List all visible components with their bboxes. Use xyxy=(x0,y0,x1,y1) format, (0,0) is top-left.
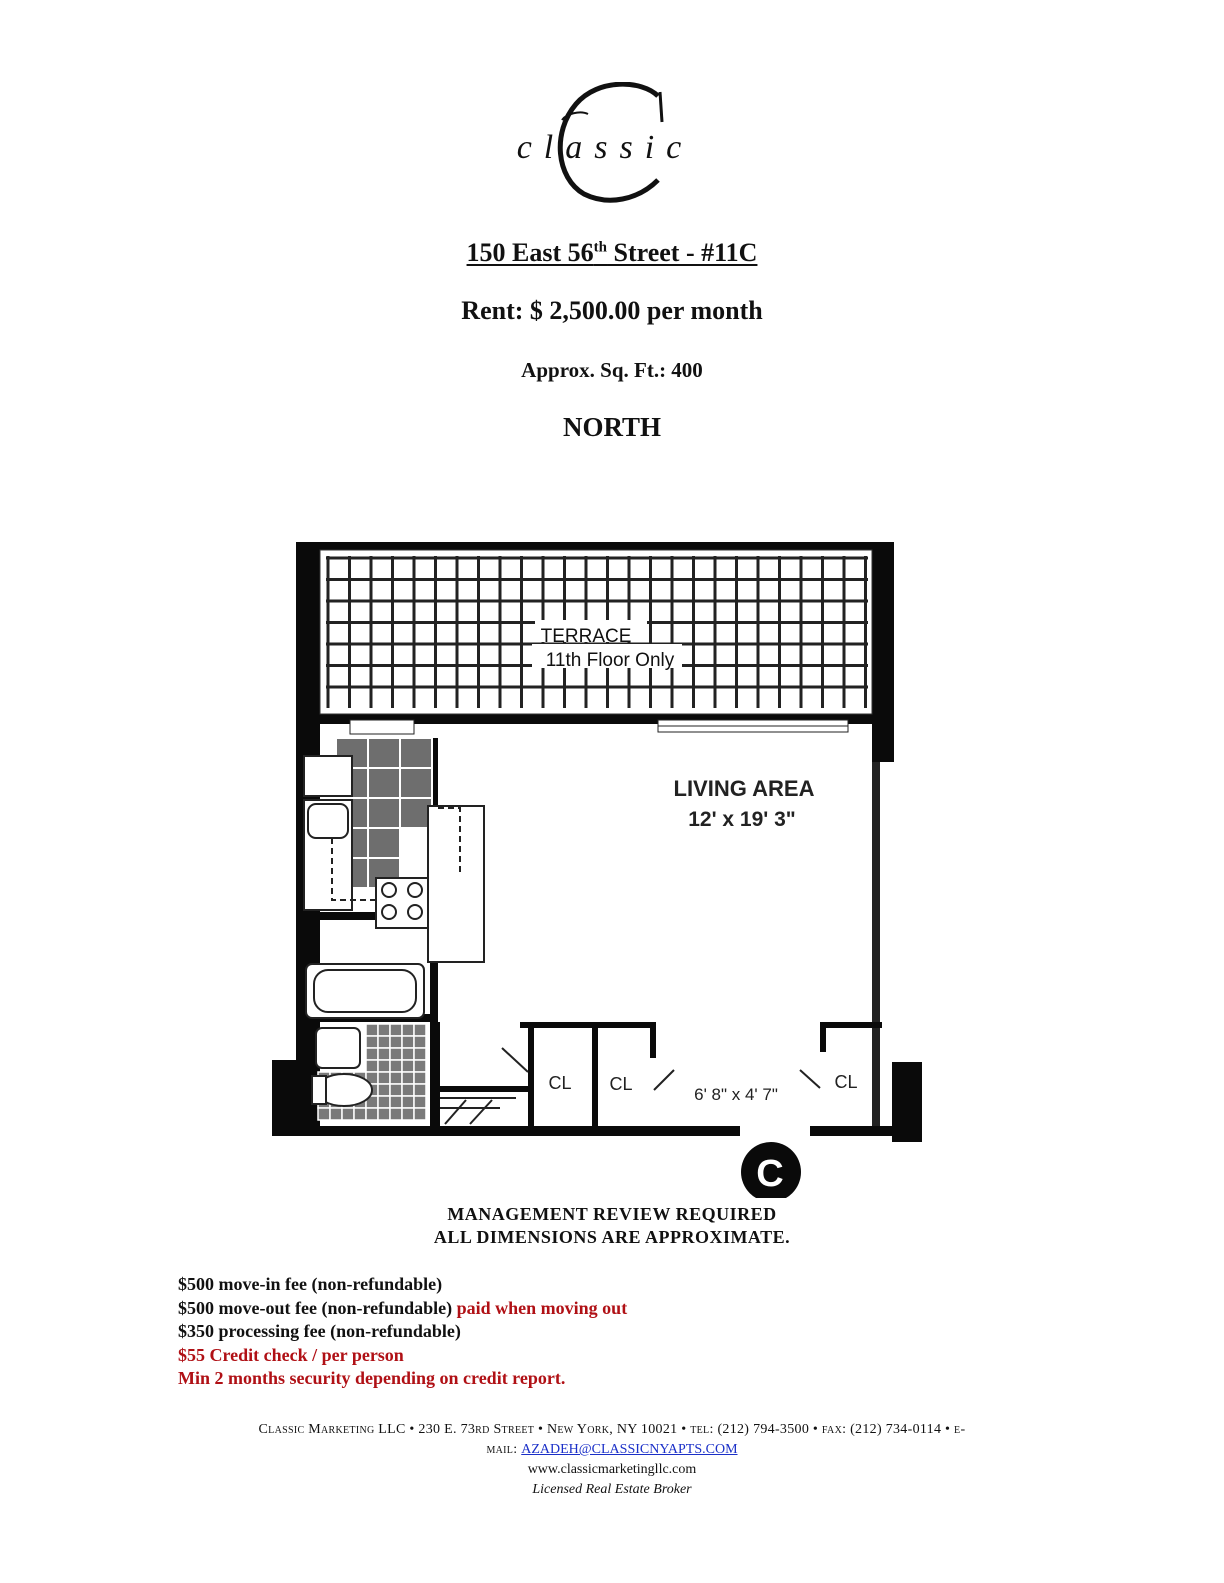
closet-walls xyxy=(432,1022,882,1126)
closet-label: CL xyxy=(609,1074,633,1094)
fees-list xyxy=(178,1273,627,1391)
living-area-dims: 12' x 19' 3" xyxy=(688,808,796,831)
management-review-notice: MANAGEMENT REVIEW REQUIRED xyxy=(447,1204,777,1224)
fee-security: Min 2 months security depending on credit report. xyxy=(178,1368,566,1388)
footer-email-line: mail: AZADEH@CLASSICNYAPTS.COM xyxy=(486,1442,738,1457)
logo-lettering: classic xyxy=(516,129,694,166)
email-link[interactable]: AZADEH@CLASSICNYAPTS.COM xyxy=(521,1442,738,1457)
closet-label: CL xyxy=(834,1072,858,1092)
footer-license: Licensed Real Estate Broker xyxy=(532,1482,692,1497)
classic-logo xyxy=(510,82,700,207)
fee-credit-check: $55 Credit check / per person xyxy=(178,1344,404,1365)
bath-sink xyxy=(316,1028,360,1068)
listing-address: 150 East 56th Street - #11C xyxy=(466,238,758,267)
fee-move-out: $500 move-out fee (non-refundable) paid when moving out xyxy=(178,1297,628,1318)
kitchen-counter xyxy=(428,806,484,962)
terrace-label: TERRACE xyxy=(540,626,632,647)
orientation-label: NORTH xyxy=(562,412,662,442)
footer-contact: Classic Marketing LLC • 230 E. 73rd Street • New York, NY 10021 • tel: (212) 794-3500 • fax: (212) 734-0114 • e- xyxy=(258,1422,966,1437)
foyer-dims: 6' 8" x 4' 7" xyxy=(694,1085,778,1104)
floor-plan xyxy=(270,538,930,1198)
badge-letter: C xyxy=(756,1153,784,1195)
dimensions-notice: ALL DIMENSIONS ARE APPROXIMATE. xyxy=(433,1227,791,1247)
fee-move-in: $500 move-in fee (non-refundable) xyxy=(178,1274,443,1294)
terrace-note: 11th Floor Only xyxy=(545,650,675,671)
closet-label: CL xyxy=(548,1073,572,1093)
footer-website: www.classicmarketingllc.com xyxy=(527,1462,697,1477)
rent-price: Rent: $ 2,500.00 per month xyxy=(461,296,763,325)
square-footage: Approx. Sq. Ft.: 400 xyxy=(521,358,703,382)
kitchen-sink xyxy=(308,804,348,838)
living-area-label: LIVING AREA xyxy=(673,776,815,801)
footer xyxy=(0,1420,1224,1500)
fee-processing: $350 processing fee (non-refundable) xyxy=(178,1321,461,1341)
